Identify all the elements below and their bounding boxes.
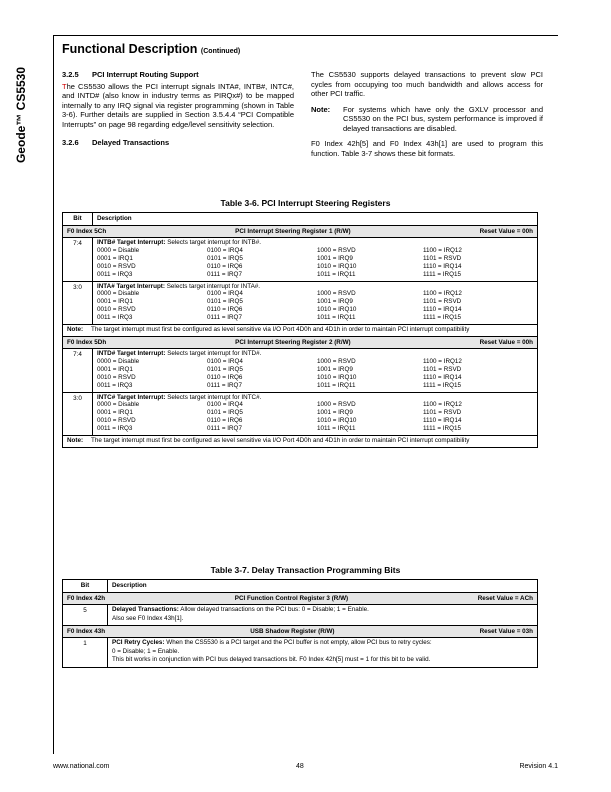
register-header-row: F0 Index 5Ch PCI Interrupt Steering Register 1 (R/W) Reset Value = 00h: [63, 226, 538, 238]
sidebar-product-label: Geode™ CS5530: [14, 66, 29, 164]
table-row: 7:4 INTB# Target Interrupt: Selects target interrupt for INTB#. 0000 = Disable 0100 = IRQ4 1000 = RSVD 1100 = IRQ12 0001 = IRQ1 0101 = IRQ5 1001 = IRQ9 1101 = RSVD 0010 = RSVD 0110 = IRQ6 1010 = IRQ10 1110 = IRQ14 0011 = IRQ3 0111 = IRQ7 1011 = IRQ11 1111 = IRQ15: [63, 238, 538, 282]
register-header-row: F0 Index 5Dh PCI Interrupt Steering Register 2 (R/W) Reset Value = 00h: [63, 336, 538, 348]
footer-page-number: 48: [296, 763, 304, 770]
note-block: Note: For systems which have only the GXLV processor and CS5530 on the PCI bus, system performance is improved if delayed transactions are disabled.: [311, 104, 543, 133]
left-column: [62, 70, 294, 150]
heading-3-2-5: 3.2.5 PCI Interrupt Routing Support: [62, 70, 199, 79]
column-header-bit: Bit: [63, 213, 93, 226]
column-header-bit: Bit: [63, 580, 108, 593]
paragraph-delayed-transactions: The CS5530 supports delayed transactions to prevent slow PCI cycles from occupying too much bandwidth and allows access for other PCI traffic.: [311, 70, 543, 98]
footer-revision: Revision 4.1: [519, 763, 558, 770]
paragraph-interrupt-routing: The CS5530 allows the PCI interrupt signals INTA#, INTB#, INTC#, and INTD# (also know in industry terms as PIRQx#) to be mapped internally to any IRQ signal via register programming (shown in Table 3-6). Further details are supplied in Section 3.5.4.4 “PCI Compatible Interrupts” on page 98 regarding edge/level sensitivity selection.: [62, 81, 294, 129]
heading-3-2-6: 3.2.6 Delayed Transactions: [62, 138, 170, 147]
register-header-row: F0 Index 43h USB Shadow Register (R/W) Reset Value = 03h: [63, 626, 538, 638]
table-3-6-title: Table 3-6. PCI Interrupt Steering Registers: [220, 198, 391, 208]
table-3-6: [62, 212, 538, 448]
table-row: 5 Delayed Transactions: Allow delayed transactions on the PCI bus: 0 = Disable; 1 = Enable. Also see F0 Index 43h[1].: [63, 605, 538, 626]
column-header-description: Description: [93, 213, 538, 226]
table-3-7: [62, 579, 538, 668]
table-row: 1 PCI Retry Cycles: When the CS5530 is a PCI target and the PCI buffer is not empty, allow PCI bus to retry cycles: 0 = Disable; 1 = Enable. This bit works in conjunction with PCI bus delayed transactions bit. F0 Index 42h[5] must = 1 for this bit to be valid.: [63, 638, 538, 668]
section-title: Functional Description (Continued): [62, 42, 241, 56]
table-row: 7:4 INTD# Target Interrupt: Selects target interrupt for INTD#. 0000 = Disable 0100 = IRQ4 1000 = RSVD 1100 = IRQ12 0001 = IRQ1 0101 = IRQ5 1001 = IRQ9 1101 = RSVD 0010 = RSVD 0110 = IRQ6 1010 = IRQ10 1110 = IRQ14 0011 = IRQ3 0111 = IRQ7 1011 = IRQ11 1111 = IRQ15: [63, 348, 538, 392]
table-3-7-title: Table 3-7. Delay Transaction Programming Bits: [210, 565, 401, 575]
footer-url: www.national.com: [53, 763, 110, 770]
right-column: [311, 70, 543, 158]
paragraph-index-bits: F0 Index 42h[5] and F0 Index 43h[1] are used to program this function. Table 3-7 shows these bit formats.: [311, 139, 543, 158]
table-row: 3:0 INTA# Target Interrupt: Selects target interrupt for INTA#. 0000 = Disable 0100 = IRQ4 1000 = RSVD 1100 = IRQ12 0001 = IRQ1 0101 = IRQ5 1001 = IRQ9 1101 = RSVD 0010 = RSVD 0110 = IRQ6 1010 = IRQ10 1110 = IRQ14 0011 = IRQ3 0111 = IRQ7 1011 = IRQ11 1111 = IRQ15: [63, 281, 538, 325]
column-header-description: Description: [108, 580, 538, 593]
table-note-row: Note: The target interrupt must first be configured as level sensitive via I/O Port 4D0h and 4D1h in order to maintain PCI interrupt compatibility: [63, 325, 538, 337]
register-header-row: F0 Index 42h PCI Function Control Register 3 (R/W) Reset Value = ACh: [63, 593, 538, 605]
table-row: 3:0 INTC# Target Interrupt: Selects target interrupt for INTC#. 0000 = Disable 0100 = IRQ4 1000 = RSVD 1100 = IRQ12 0001 = IRQ1 0101 = IRQ5 1001 = IRQ9 1101 = RSVD 0010 = RSVD 0110 = IRQ6 1010 = IRQ10 1110 = IRQ14 0011 = IRQ3 0111 = IRQ7 1011 = IRQ11 1111 = IRQ15: [63, 392, 538, 436]
table-note-row: Note: The target interrupt must first be configured as level sensitive via I/O Port 4D0h and 4D1h in order to maintain PCI interrupt compatibility: [63, 436, 538, 448]
